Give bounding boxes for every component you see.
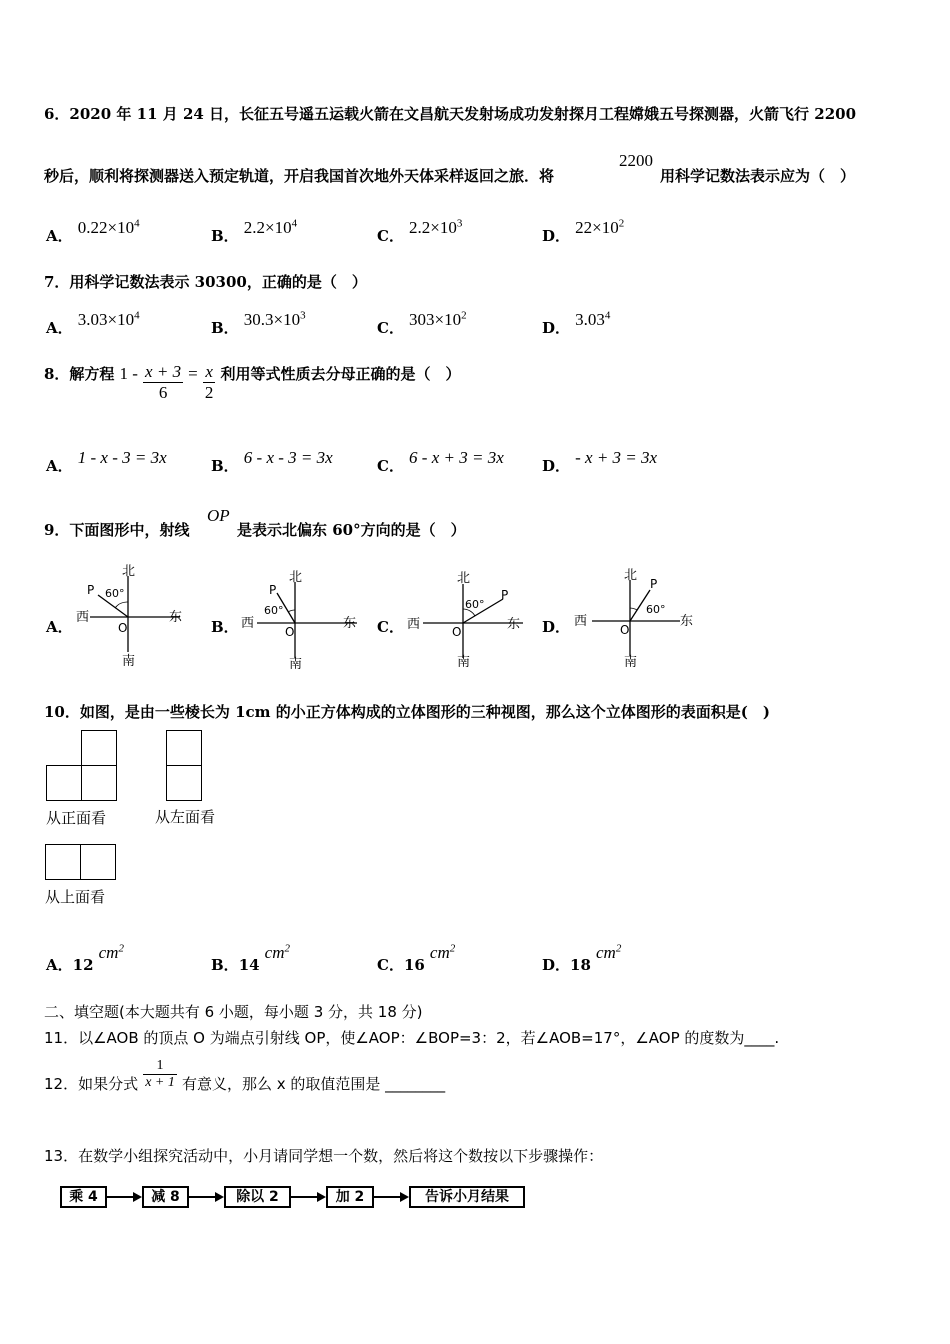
q9-ray: OP	[207, 506, 230, 525]
q7-option-d[interactable]	[542, 309, 611, 337]
q8-option-d-value: - x + 3 = 3x	[575, 448, 658, 467]
q7-option-b-value: $30.3\times 10^3$	[243, 309, 306, 329]
angle-label: 60°	[264, 604, 284, 617]
q10-option-d-unit: $cm^2$	[595, 942, 622, 962]
point-label: P	[501, 588, 509, 602]
south-label: 南	[122, 654, 136, 669]
q10-option-d[interactable]	[542, 942, 622, 974]
q8-option-a-value: 1 - x - 3 = 3x	[77, 448, 167, 467]
q8-option-b-label: B．	[211, 457, 239, 475]
angle-label: 60°	[465, 598, 485, 611]
q10-option-d-value: 18	[570, 956, 591, 974]
q7-option-b[interactable]	[211, 309, 306, 337]
q10-option-c-value: 16	[403, 956, 425, 974]
q9-stem-b: 是表示北偏东 60°方向的是（ ）	[237, 521, 466, 539]
q12-stem-b: 有意义，那么 x 的取值范围是 ________	[181, 1075, 446, 1093]
q6-option-a[interactable]	[46, 217, 140, 245]
south-label: 南	[289, 657, 303, 672]
arrow-icon	[107, 1189, 143, 1205]
q9-compass-a[interactable]	[70, 562, 195, 672]
q8-stem-a: 8．解方程	[44, 365, 115, 383]
left-view-caption: 从左面看	[155, 808, 216, 826]
point-label: P	[269, 583, 277, 597]
q10-option-b-unit: $cm^2$	[264, 942, 290, 962]
north-label: 北	[624, 568, 638, 583]
q8-option-c[interactable]	[377, 447, 504, 475]
q12-frac	[143, 1058, 177, 1091]
q6-line2-a: 秒后，顺利将探测器送入预定轨道，开启我国首次地外天体采样返回之旅．将	[44, 167, 555, 185]
left-view-cell	[166, 730, 202, 766]
q7-stem: 7．用科学记数法表示 30300，正确的是（ ）	[44, 273, 367, 291]
step-box: 加 2	[326, 1186, 374, 1208]
east-label: 东	[680, 614, 694, 629]
west-label: 西	[76, 610, 90, 625]
origin-label: O	[452, 625, 462, 639]
east-label: 东	[343, 616, 357, 631]
q7-option-c-value: $303\times 10^2$	[409, 309, 467, 329]
q6-option-d-label: D．	[542, 227, 571, 245]
q6-option-d[interactable]	[542, 217, 625, 245]
q8-frac1	[143, 362, 183, 403]
q8-stem	[44, 362, 460, 403]
q6-line2	[44, 165, 554, 186]
q6-line2-b: 用科学记数法表示应为（ ）	[660, 167, 856, 185]
q10-option-a-label: A．	[46, 956, 73, 974]
q8-option-c-value: 6 - x + 3 = 3x	[409, 448, 504, 467]
q12-frac-den: x + 1	[145, 1075, 175, 1090]
top-view-cell	[80, 844, 116, 880]
arrow-icon	[374, 1189, 410, 1205]
point-label: P	[650, 577, 658, 591]
west-label: 西	[574, 614, 588, 629]
angle-label: 60°	[105, 587, 125, 600]
q10-option-b-label: B．	[211, 956, 239, 974]
q9-option-c-label[interactable]: C．	[377, 618, 404, 636]
q8-eq-mid: =	[188, 364, 198, 383]
step-box: 减 8	[142, 1186, 189, 1208]
q9-compass-d[interactable]	[570, 566, 700, 672]
q10-option-a-unit: $cm^2$	[98, 942, 124, 962]
west-label: 西	[407, 617, 421, 632]
q9-compass-c[interactable]	[403, 568, 528, 672]
top-view-caption: 从上面看	[45, 888, 106, 906]
front-view-cell	[46, 765, 82, 801]
q7-option-a-label: A．	[46, 319, 73, 337]
q7-option-c[interactable]	[377, 309, 467, 337]
q12-stem	[44, 1058, 445, 1091]
step-box: 除以 2	[224, 1186, 291, 1208]
north-label: 北	[122, 564, 136, 579]
west-label: 西	[241, 616, 255, 631]
q7-option-a[interactable]	[46, 309, 140, 337]
q10-option-d-label: D．	[542, 956, 571, 974]
q10-stem: 10．如图，是由一些棱长为 1cm 的小正方体构成的立体图形的三种视图，那么这个立体图形的表面积是( )	[44, 703, 770, 721]
north-label: 北	[457, 571, 471, 586]
q10-option-c-unit: $cm^2$	[429, 942, 456, 962]
q9-stem-a: 9．下面图形中，射线	[44, 521, 190, 539]
q7-option-a-value: $3.03\times 10^4$	[77, 309, 140, 329]
q8-option-a-label: A．	[46, 457, 73, 475]
q8-eq-left: 1 -	[119, 364, 138, 383]
q9-compass-b[interactable]	[237, 568, 362, 672]
q9-option-d-label[interactable]: D．	[542, 618, 571, 636]
east-label: 东	[169, 610, 183, 625]
q6-option-a-value: $0.22\times 10^4$	[77, 217, 140, 237]
q13-stem: 13．在数学小组探究活动中，小月请同学想一个数，然后将这个数按以下步骤操作：	[44, 1147, 604, 1165]
q6-option-a-label: A．	[46, 227, 73, 245]
origin-label: O	[620, 623, 630, 637]
origin-label: O	[285, 625, 295, 639]
q8-option-b-value: 6 - x - 3 = 3x	[243, 448, 333, 467]
step-box: 乘 4	[60, 1186, 107, 1208]
q10-option-b[interactable]	[211, 942, 290, 974]
q10-option-c[interactable]	[377, 942, 456, 974]
q10-option-c-label: C．	[377, 956, 404, 974]
q6-option-c-value: $2.2\times 10^3$	[409, 217, 463, 237]
q7-option-d-value: 3.03$^4$	[575, 309, 611, 329]
south-label: 南	[624, 655, 638, 670]
front-view-cell	[81, 730, 117, 766]
q9-option-a-label[interactable]: A．	[46, 618, 73, 636]
q10-option-a-value: 12	[72, 956, 94, 974]
origin-label: O	[118, 621, 128, 635]
step-box: 告诉小月结果	[409, 1186, 525, 1208]
q8-frac1-num: x + 3	[145, 362, 182, 381]
point-label: P	[87, 583, 95, 597]
q8-option-d[interactable]	[542, 447, 658, 475]
q10-option-a[interactable]	[46, 942, 124, 974]
q12-frac-num: 1	[156, 1058, 164, 1073]
q7-option-b-label: B．	[211, 319, 239, 337]
q8-option-a[interactable]	[46, 447, 167, 475]
q8-frac2-num: x	[205, 362, 213, 381]
q8-option-d-label: D．	[542, 457, 571, 475]
section-title: 二、填空题(本大题共有 6 小题，每小题 3 分，共 18 分)	[44, 1003, 423, 1021]
q6-option-b[interactable]	[211, 217, 298, 245]
top-view-cell	[45, 844, 81, 880]
q7-option-d-label: D．	[542, 319, 571, 337]
q10-option-b-value: 14	[238, 956, 260, 974]
q6-option-b-value: $2.2\times 10^4$	[243, 217, 298, 237]
q8-frac2	[203, 362, 216, 403]
q8-frac1-den: 6	[143, 382, 183, 403]
q6-option-d-value: $22\times 10^2$	[575, 217, 625, 237]
q6-option-b-label: B．	[211, 227, 239, 245]
east-label: 东	[507, 617, 521, 632]
front-view-caption: 从正面看	[46, 809, 107, 827]
q6-line1: 6．2020 年 11 月 24 日，长征五号遥五运载火箭在文昌航天发射场成功发射探月工程嫦娥五号探测器，火箭飞行 2200	[44, 105, 857, 123]
left-view-cell	[166, 765, 202, 801]
south-label: 南	[457, 655, 471, 670]
q6-option-c[interactable]	[377, 217, 463, 245]
q8-option-b[interactable]	[211, 447, 333, 475]
arrow-icon	[189, 1189, 225, 1205]
q7-option-c-label: C．	[377, 319, 404, 337]
q8-frac2-den: 2	[204, 383, 214, 402]
q8-stem-b: 利用等式性质去分母正确的是（ ）	[220, 365, 461, 383]
angle-label: 60°	[646, 603, 666, 616]
q6-option-c-label: C．	[377, 227, 404, 245]
q8-option-c-label: C．	[377, 457, 404, 475]
q11-stem: 11．以∠AOB 的顶点 O 为端点引射线 OP，使∠AOP：∠BOP=3：2，若∠AOB=17°，∠AOP 的度数为____.	[44, 1029, 780, 1047]
q9-option-b-label[interactable]: B．	[211, 618, 239, 636]
q6-number: 2200	[619, 151, 653, 170]
north-label: 北	[289, 570, 303, 585]
arrow-icon	[291, 1189, 327, 1205]
front-view-cell	[81, 765, 117, 801]
q12-stem-a: 12．如果分式	[44, 1075, 139, 1093]
